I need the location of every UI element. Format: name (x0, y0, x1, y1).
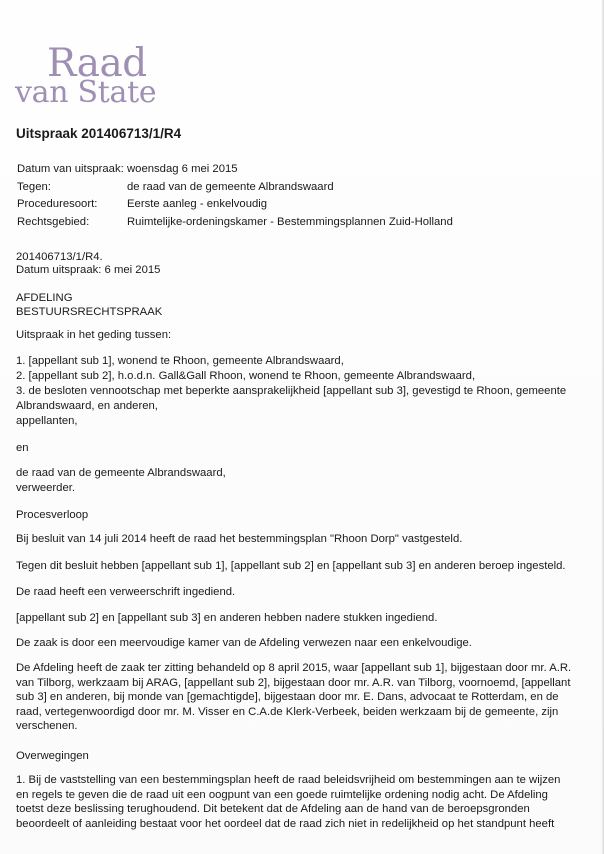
procedure-paragraph: De zaak is door een meervoudige kamer van de Afdeling verwezen naar een enkelvoudige. (16, 637, 472, 649)
meta-label: Datum van uitspraak: (17, 163, 124, 175)
meta-row (17, 216, 453, 234)
party-line: appellanten, (16, 415, 78, 427)
meta-value: woensdag 6 mei 2015 (127, 163, 238, 175)
logo-line-1: Raad (47, 41, 147, 86)
procedure-paragraph: [appellant sub 2] en [appellant sub 3] en anderen hebben nadere stukken ingediend. (16, 612, 438, 624)
meta-row (17, 181, 453, 199)
party-line: 3. de besloten vennootschap met beperkte aansprakelijkheid [appellant sub 3], gevestigd te Rhoon, gemeente (16, 385, 567, 397)
conjunction: en (16, 442, 29, 454)
procedure-paragraph: Bij besluit van 14 juli 2014 heeft de raad het bestemmingsplan "Rhoon Dorp" vastgesteld. (16, 533, 463, 545)
meta-label: Tegen: (17, 180, 51, 193)
consideration-paragraph: 1. Bij de vaststelling van een bestemmingsplan heeft de raad beleidsvrijheid om bestemmingen aan te wijzen en regels te geven die de raad uit een oogpunt van een goede ruimtelijke ordening nodig acht. De Afdeling toetst deze beslissing terughoudend. Dit betekent dat de Afdeling aan de hand van de beroepsgronden beoordeelt of aanleiding bestaat voor het oordeel dat de raad zich niet in redelijkheid op het standpunt heeft (16, 774, 561, 830)
meta-row (17, 198, 453, 216)
meta-value: de raad van de gemeente Albrandswaard (127, 180, 334, 193)
page-title: Uitspraak 201406713/1/R4 (16, 126, 182, 141)
logo-line-2: van State (15, 75, 157, 110)
party-line: 2. [appellant sub 2], h.o.d.n. Gall&Gall Rhoon, wonend te Rhoon, gemeente Albrandswaard, (16, 370, 476, 382)
metadata-table (17, 163, 453, 233)
meta-value: Ruimtelijke-ordeningskamer - Bestemmingsplannen Zuid-Holland (127, 215, 453, 228)
procedure-paragraph: De raad heeft een verweerschrift ingediend. (16, 586, 236, 598)
respondent-line: de raad van de gemeente Albrandswaard, (16, 467, 226, 479)
procedure-paragraph: Tegen dit besluit hebben [appellant sub 1], [appellant sub 2] en [appellant sub 3] en anderen beroep ingesteld. (16, 560, 566, 572)
meta-label: Rechtsgebied: (17, 215, 90, 228)
section-heading: Overwegingen (16, 750, 89, 762)
respondent-line: verweerder. (16, 482, 76, 494)
meta-value: Eerste aanleg - enkelvoudig (127, 198, 268, 210)
department-line: BESTUURSRECHTSPRAAK (16, 306, 163, 318)
section-heading: Procesverloop (16, 509, 89, 521)
date-line: Datum uitspraak: 6 mei 2015 (16, 264, 161, 276)
meta-label: Proceduresoort: (17, 198, 98, 210)
procedure-paragraph: De Afdeling heeft de zaak ter zitting behandeld op 8 april 2015, waar [appellant sub 1], bijgestaan door mr. A.R. van Tilborg, werkzaam bij ARAG, [appellant sub 2], bijgestaan door mr. A.R. van Tilborg, voornoemd, [appellant sub 3] en anderen, bij monde van [gemachtigde], bijgestaan door mr. E. Dans, advocaat te Rotterdam, en de raad, vertegenwoordigd door mr. M. Visser en C.A.de Klerk-Verbeek, beiden werkzaam bij de gemeente, zijn verschenen. (16, 662, 572, 732)
department-line: AFDELING (16, 292, 73, 304)
meta-row (17, 163, 453, 181)
party-line: Albrandswaard, en anderen, (16, 400, 158, 412)
case-number: 201406713/1/R4. (16, 251, 103, 263)
party-line: 1. [appellant sub 1], wonend te Rhoon, gemeente Albrandswaard, (16, 355, 344, 367)
intro-text: Uitspraak in het geding tussen: (16, 329, 172, 341)
